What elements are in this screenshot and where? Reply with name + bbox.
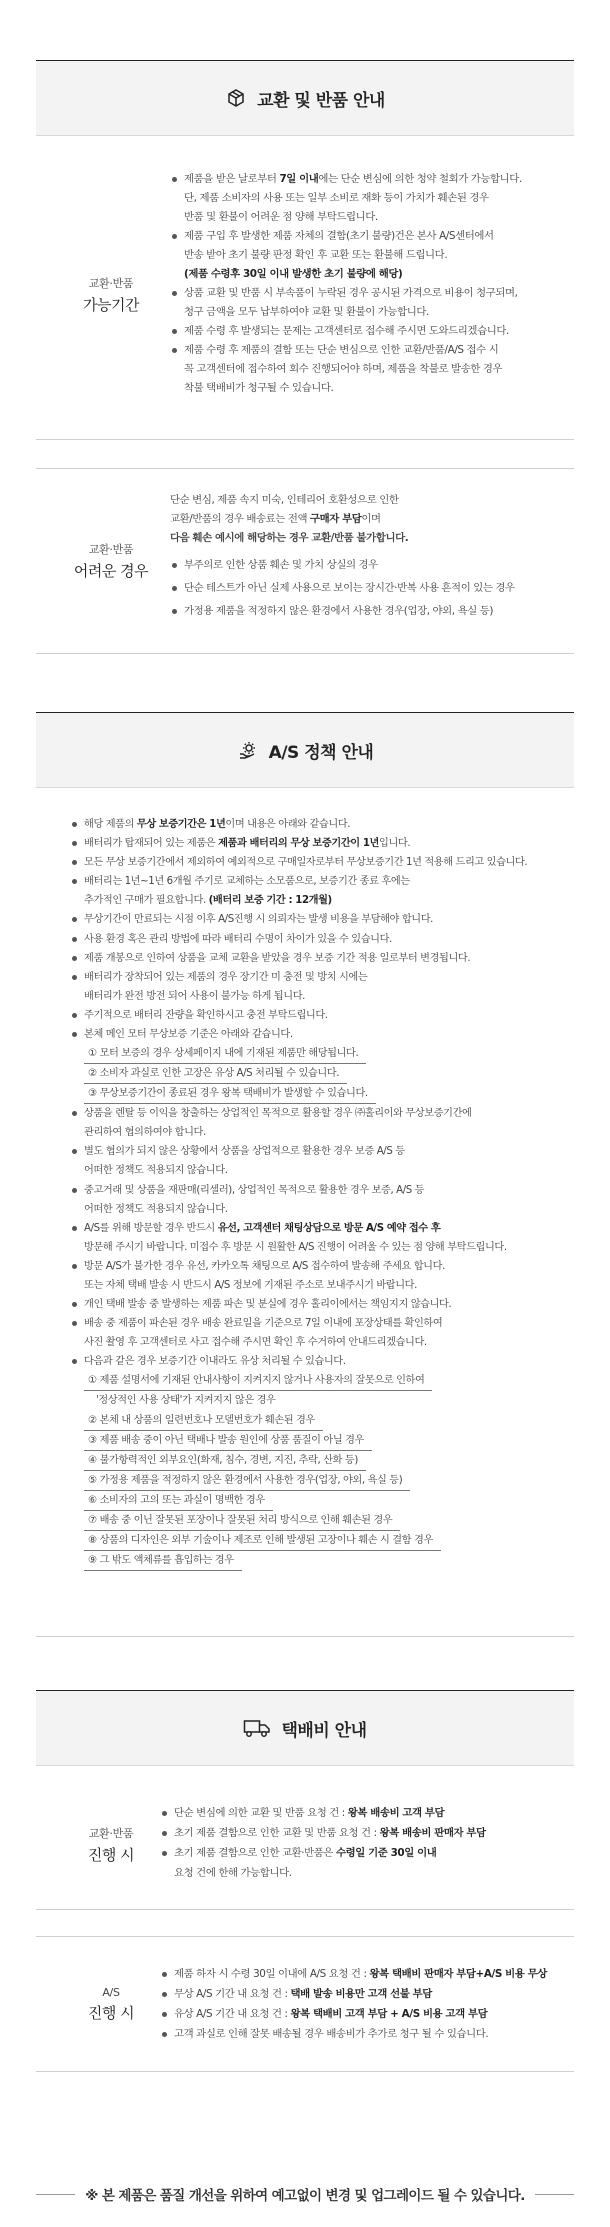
as-policy-item <box>70 1142 570 1161</box>
as-policy-item <box>70 1219 570 1238</box>
exchange-possible-item <box>170 284 574 303</box>
subitem-text: ④ 불가항력적인 외부요인(화재, 침수, 경변, 지진, 추락, 산화 등) <box>84 1452 366 1471</box>
subitem-text: ⑤ 가정용 제품을 적정하지 않은 환경에서 사용한 경우(업장, 야외, 욕실 등) <box>84 1472 410 1491</box>
as-policy-subitem <box>70 1551 570 1571</box>
text: 무상 A/S 기간 내 요청 건 : <box>174 1988 291 2000</box>
shipping-exchange-row <box>36 1780 574 1910</box>
exchange-possible-item <box>170 360 574 379</box>
text: 무상기간이 만료되는 시점 이후 A/S진행 시 의뢰자는 발생 비용을 부담해야 합니다. <box>84 914 434 926</box>
exchange-difficult-item: 가정용 제품을 적정하지 않은 환경에서 사용한 경우(업장, 야외, 욕실 등) <box>170 602 574 621</box>
text: 제품 구입 후 발생한 제품 자체의 결함(초기 불량)건은 본사 A/S센터에서 <box>184 230 494 242</box>
bold-text: 왕복 택배비 고객 부담 + A/S 비용 고객 부담 <box>290 2008 488 2020</box>
exchange-possible-item <box>170 189 574 208</box>
subitem-text: ③ 제품 배송 중이 아닌 택배나 발송 원인에 상품 품질이 아닐 경우 <box>84 1432 372 1451</box>
label-big: 진행 시 <box>87 2003 135 2022</box>
as-section-title: A/S 정책 안내 <box>268 742 374 763</box>
shipping-as-content <box>160 1965 574 2045</box>
subitem-text: '정상적인 사용 상태'가 지켜지지 않은 경우 <box>96 1395 276 1407</box>
text: 제품 수령 후 제품의 결함 또는 단순 변심으로 인한 교환/반품/A/S 접수 시 <box>184 344 499 356</box>
footer-divider-left <box>36 2194 75 2195</box>
bold-text: 수령일 기준 30일 이내 <box>335 1847 437 1859</box>
exchange-possible-item <box>170 170 574 189</box>
exchange-possible-item <box>170 341 574 360</box>
text: 에는 단순 변심에 의한 청약 철회가 가능합니다. <box>318 173 522 185</box>
shipping-item <box>160 2025 574 2044</box>
text: 반송 받아 초기 불량 판정 확인 후 교환 또는 환불해 드립니다. <box>184 249 448 261</box>
as-policy-item <box>70 1333 570 1352</box>
text: 방문 A/S가 불가한 경우 유선, 카카오톡 채팅으로 A/S 접수하여 발송해 주세요 합니다. <box>84 1260 445 1272</box>
as-policy-subitem <box>70 1064 570 1084</box>
as-policy-body <box>70 815 570 1571</box>
as-policy-subitem <box>70 1451 570 1471</box>
bold-text: (배터리 보증 기간 : 12개월) <box>208 895 332 907</box>
as-policy-item <box>70 930 570 949</box>
difficult-intro-1: 단순 변심, 제품 속지 미숙, 인테리어 호환성으로 인한 <box>170 494 399 506</box>
label-big: 가능기간 <box>83 295 139 314</box>
shipping-item <box>160 1864 574 1883</box>
shipping-item <box>160 2005 574 2024</box>
intro-2-bold: 구매자 부담 <box>310 513 362 525</box>
label-big: 진행 시 <box>87 1845 135 1864</box>
as-policy-item <box>70 1025 570 1044</box>
as-policy-subitem <box>70 1411 570 1431</box>
as-policy-subitem <box>70 1511 570 1531</box>
bold-text: 제품과 배터리의 무상 보증기간이 1년 <box>218 838 379 850</box>
as-policy-subitem <box>70 1391 570 1410</box>
bold-text: 왕복 택배비 판매자 부담+A/S 비용 무상 <box>369 1968 547 1980</box>
difficult-intro-3: 다음 훼손 예시에 해당하는 경우 교환/반품 불가합니다. <box>170 532 409 544</box>
exchange-possible-item <box>170 322 574 341</box>
exchange-section-title: 교환 및 반품 안내 <box>257 90 385 111</box>
text: 배터리는 1년~1년 6개월 주기로 교체하는 소모품으로, 보증기간 종료 후에는 <box>84 876 410 888</box>
subitem-text: ⑧ 상품의 디자인은 외부 기술이나 제조로 인해 발생된 고장이나 훼손 시 결함 경우 <box>84 1532 441 1551</box>
text: 배터리가 탑재되어 있는 제품은 <box>84 838 219 850</box>
text: 다음과 같은 경우 보증기간 이내라도 유상 처리될 수 있습니다. <box>84 1356 346 1368</box>
as-policy-item <box>70 1161 570 1180</box>
text: 초기 제품 결함으로 인한 교환 및 반품 요청 건 : <box>174 1827 380 1839</box>
text: 제품 수령 후 발생되는 문제는 고객센터로 접수해 주시면 도와드리겠습니다. <box>184 325 509 337</box>
text: 또는 자체 택배 발송 시 반드시 A/S 정보에 기재된 주소로 보내주시기 바랍니다. <box>84 1279 417 1291</box>
text: 주기적으로 배터리 잔량을 확인하시고 충전 부탁드립니다. <box>84 1009 328 1021</box>
subitem-text: ⑦ 배송 중 이닌 잘못된 포장이나 잘못된 처리 방식으로 인해 훼손된 경우 <box>84 1512 400 1531</box>
bold-text: 유선, 고객센터 채팅상담으로 방문 A/S 예약 접수 후 <box>217 1222 441 1234</box>
as-policy-item <box>70 815 570 834</box>
as-policy-item <box>70 891 570 910</box>
exchange-section-header <box>36 60 574 136</box>
label-small: 교환·반품 <box>88 276 134 290</box>
shipping-exchange-content <box>160 1804 574 1884</box>
shipping-item <box>160 1965 574 1984</box>
exchange-difficult-item: 단순 테스트가 아닌 실제 사용으로 보이는 장시간·반복 사용 흔적이 있는 경우 <box>170 579 574 598</box>
text: 상품 교환 및 반품 시 부속품이 누락된 경우 공시된 가격으로 비용이 청구되며, <box>184 287 518 299</box>
exchange-difficult-row <box>36 468 574 654</box>
footer-notice-text: ※ 본 제품은 품질 개선을 위하여 예고없이 변경 및 업그레이드 될 수 있습니다. <box>85 2188 525 2204</box>
footer-notice <box>36 2184 574 2204</box>
as-policy-item <box>70 910 570 929</box>
exchange-possible-label <box>36 150 186 439</box>
footer-divider-right <box>535 2194 574 2195</box>
as-policy-item <box>70 1181 570 1200</box>
as-policy-item <box>70 968 570 987</box>
text: 꼭 고객센터에 접수하여 회수 진행되어야 하며, 제품을 착불로 발송한 경우 <box>184 363 503 375</box>
exchange-possible-item <box>170 303 574 322</box>
as-section-divider <box>36 1636 574 1637</box>
subitem-text: ② 본체 내 상품의 일련번호나 모델번호가 훼손된 경우 <box>84 1412 323 1431</box>
as-policy-item <box>70 1104 570 1123</box>
exchange-possible-content <box>170 170 574 398</box>
as-policy-subitem <box>70 1084 570 1104</box>
exchange-possible-item <box>170 246 574 265</box>
text: 단순 변심에 의한 교환 및 반품 요청 건 : <box>174 1807 348 1819</box>
text: 별도 협의가 되지 않은 상황에서 상품을 상업적으로 활용한 경우 보증 A/S 등 <box>84 1146 405 1158</box>
shipping-as-row <box>36 1936 574 2072</box>
as-policy-subitem <box>70 1491 570 1511</box>
as-policy-item <box>70 1276 570 1295</box>
as-policy-item <box>70 987 570 1006</box>
text: 제품을 받은 날로부터 <box>184 173 280 185</box>
text: 요청 건에 한해 가능합니다. <box>174 1867 292 1879</box>
as-policy-item <box>70 853 570 872</box>
as-policy-subitem <box>70 1371 570 1391</box>
exchange-possible-row <box>36 150 574 440</box>
bold-text: 7일 이내 <box>279 173 319 185</box>
label-small: A/S <box>102 1985 120 1999</box>
as-policy-item <box>70 1257 570 1276</box>
text: 초기 제품 결함으로 인한 교환·반품은 <box>174 1847 336 1859</box>
shipping-item <box>160 1985 574 2004</box>
as-policy-item <box>70 1295 570 1314</box>
text: 배터리가 완전 방전 되어 사용이 불가능 하게 됩니다. <box>84 990 305 1002</box>
text: 사용 환경 혹은 관리 방법에 따라 배터리 수명이 차이가 있을 수 있습니다. <box>84 933 392 945</box>
text: 중고거래 및 상품을 재판매(리셀러), 상업적인 목적으로 활용한 경우 보증, A/S 등 <box>84 1184 425 1196</box>
as-section-header <box>36 712 574 788</box>
bold-text: 왕복 배송비 판매자 부담 <box>379 1827 486 1839</box>
text: 추가적인 구매가 필요합니다. <box>84 895 209 907</box>
bold-text: 왕복 배송비 고객 부담 <box>347 1807 445 1819</box>
text: A/S를 위해 방문할 경우 반드시 <box>84 1222 218 1234</box>
text: 본체 메인 모터 무상보증 기준은 아래와 같습니다. <box>84 1029 293 1041</box>
text: 단, 제품 소비자의 사용 또는 일부 소비로 재화 등이 가치가 훼손된 경우 <box>184 192 489 204</box>
text: 모든 무상 보증기간에서 제외하여 예외적으로 구매일자로부터 무상보증기간 1년 적용해 드리고 있습니다. <box>84 857 528 869</box>
subitem-text: ⑨ 그 밖도 액체류를 흡입하는 경우 <box>84 1552 242 1571</box>
bold-text: (제품 수령후 30일 이내 발생한 초기 불량에 해당) <box>184 268 403 280</box>
text: 입니다. <box>379 838 411 850</box>
as-policy-item <box>70 1006 570 1025</box>
exchange-possible-item <box>170 265 574 284</box>
subitem-text: ③ 무상보증기간이 종료된 경우 왕복 택배비가 발생할 수 있습니다. <box>84 1085 376 1104</box>
text: 배송 중 제품이 파손된 경우 배송 완료일을 기준으로 7일 이내에 포장상태를 확인하여 <box>84 1318 443 1330</box>
text: 어떠한 정책도 적용되지 않습니다. <box>84 1165 228 1177</box>
bold-text: 택배 발송 비용만 고객 선불 부담 <box>290 1988 432 2000</box>
as-policy-item <box>70 1200 570 1219</box>
subitem-text: ① 모터 보증의 경우 상세페이지 내에 기재된 제품만 해당됩니다. <box>84 1045 366 1064</box>
text: 해당 제품의 <box>84 819 137 830</box>
text: 방문해 주시기 바랍니다. 미접수 후 방문 시 원활한 A/S 진행이 어려울 수 있는 점 양해 부탁드립니다. <box>84 1241 507 1253</box>
as-policy-item <box>70 1123 570 1142</box>
text: 제품 하자 시 수령 30일 이내에 A/S 요청 건 : <box>174 1968 370 1980</box>
shipping-section-title: 택배비 안내 <box>281 1720 367 1741</box>
label-small: 교환·반품 <box>88 543 134 556</box>
text: 이며 내용은 아래와 같습니다. <box>225 819 351 830</box>
text: 사진 촬영 후 고객센터로 사고 접수해 주시면 확인 후 수거하여 안내드리겠습니다. <box>84 1337 427 1349</box>
as-policy-item <box>70 1352 570 1371</box>
text: 개인 택배 발송 중 발생하는 제품 파손 및 분실에 경우 홀리이에서는 책임지지 않습니다. <box>84 1299 452 1311</box>
exchange-difficult-content <box>170 491 574 625</box>
text: 착불 택배비가 청구될 수 있습니다. <box>184 382 334 394</box>
label-big: 어려운 경우 <box>73 562 149 580</box>
text: 배터리가 장착되어 있는 제품의 경우 장기간 미 충전 및 방치 시에는 <box>84 971 368 983</box>
gear-hand-icon <box>237 739 259 761</box>
label-small: 교환·반품 <box>88 1826 134 1840</box>
shipping-section-header <box>36 1690 574 1766</box>
difficult-intro-2 <box>170 510 574 529</box>
text: 청구 금액을 모두 납부하여야 교환 및 환불이 가능합니다. <box>184 306 429 318</box>
as-policy-subitem <box>70 1531 570 1551</box>
intro-2-pre: 교환/반품의 경우 배송료는 전액 <box>170 513 310 525</box>
as-policy-subitem <box>70 1044 570 1064</box>
intro-2-post: 이며 <box>361 513 381 525</box>
exchange-possible-item <box>170 208 574 227</box>
bold-text: 무상 보증기간은 1년 <box>136 819 226 830</box>
text: 유상 A/S 기간 내 요청 건 : <box>174 2008 291 2020</box>
exchange-possible-item <box>170 379 574 398</box>
as-policy-item <box>70 949 570 968</box>
text: 상품을 렌탈 등 이익을 창출하는 상업적인 목적으로 활용할 경우 ㈜홀리이와 무상보증기간에 <box>84 1108 472 1120</box>
exchange-possible-item <box>170 227 574 246</box>
text: 고객 과실로 인해 잘못 배송될 경우 배송비가 추가로 청구 될 수 있습니다. <box>174 2028 489 2040</box>
as-policy-subitem <box>70 1471 570 1491</box>
shipping-item <box>160 1804 574 1823</box>
as-policy-subitem <box>70 1431 570 1451</box>
exchange-difficult-label <box>36 469 186 653</box>
box-return-icon <box>225 87 247 109</box>
truck-icon <box>243 1718 271 1738</box>
shipping-item <box>160 1844 574 1863</box>
exchange-difficult-item: 부주의로 인한 상품 훼손 및 가치 상실의 경우 <box>170 556 574 575</box>
text: 제품 개봉으로 인하여 상품을 교체 교환을 받았을 경우 보증 기간 적용 일로부터 변경됩니다. <box>84 952 471 964</box>
shipping-item <box>160 1824 574 1843</box>
subitem-text: ⑥ 소비자의 고의 또는 과실이 명백한 경우 <box>84 1492 273 1511</box>
as-policy-item <box>70 1314 570 1333</box>
subitem-text: ① 제품 설명서에 기재된 안내사항이 지켜지지 않거나 사용자의 잘못으로 인하여 <box>84 1372 432 1391</box>
as-policy-item <box>70 1238 570 1257</box>
text: 반품 및 환불이 어려운 점 양해 부탁드립니다. <box>184 211 378 223</box>
subitem-text: ② 소비자 과실로 인한 고장은 유상 A/S 처리될 수 있습니다. <box>84 1065 347 1084</box>
as-policy-item <box>70 872 570 891</box>
as-policy-item <box>70 834 570 853</box>
text: 관리하여 협의하여야 합니다. <box>84 1127 206 1139</box>
text: 어떠한 정책도 적용되지 않습니다. <box>84 1203 228 1215</box>
